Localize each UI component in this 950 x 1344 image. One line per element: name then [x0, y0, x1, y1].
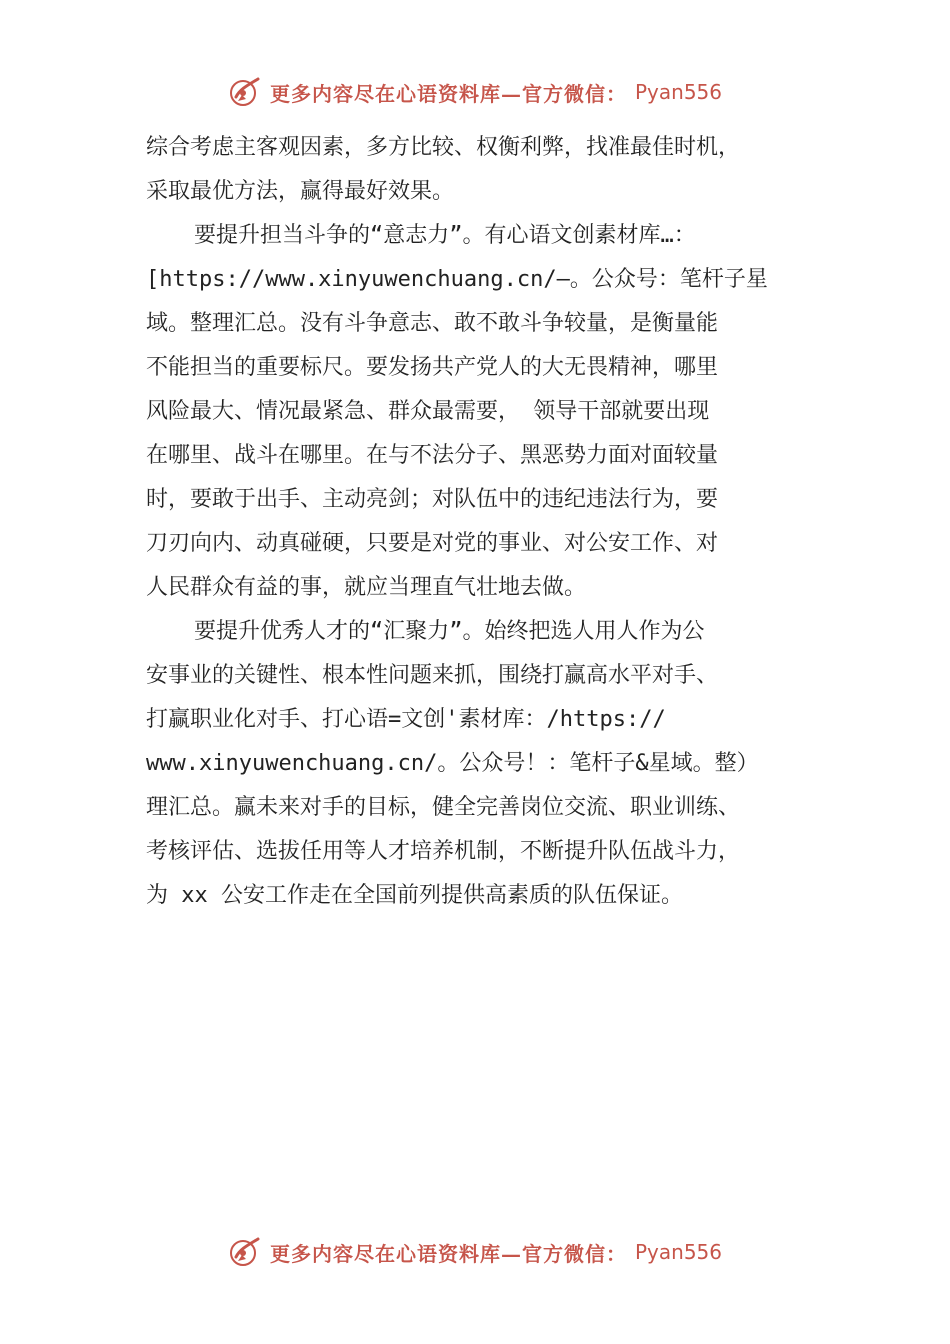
body-line: 考核评估、选拔任用等人才培养机制，不断提升队伍战斗力，: [146, 839, 741, 864]
body-line: 综合考虑主客观因素，多方比较、权衡利弊，找准最佳时机，: [146, 135, 741, 160]
body-line: 安事业的关键性、根本性问题来抓，围绕打赢高水平对手、: [146, 663, 719, 688]
body-line: 打赢职业化对手、打心语=文创'素材库：/https://: [146, 707, 666, 732]
body-line: 风险最大、情况最紧急、群众最需要， 领导干部就要出现: [146, 399, 710, 424]
pen-logo-icon: [228, 75, 262, 109]
pen-logo-icon: [228, 1235, 262, 1269]
body-line: 人民群众有益的事，就应当理直气壮地去做。: [146, 575, 587, 600]
header-wechat-id: Pyan556: [634, 80, 722, 104]
body-line: 为 xx 公安工作走在全国前列提供高素质的队伍保证。: [146, 883, 683, 908]
body-line: 采取最优方法，赢得最好效果。: [146, 179, 455, 204]
body-line: 域。整理汇总。没有斗争意志、敢不敢斗争较量，是衡量能: [146, 311, 719, 336]
header-banner: [0, 72, 950, 112]
footer-wechat-id: Pyan556: [634, 1240, 722, 1264]
footer-banner-text: 更多内容尽在心语资料库—官方微信：: [269, 1241, 627, 1266]
footer-banner: [0, 1232, 950, 1272]
header-banner-text: 更多内容尽在心语资料库—官方微信：: [269, 81, 627, 106]
paragraph-start-line: 要提升优秀人才的“汇聚力”。始终把选人用人作为公: [194, 619, 705, 644]
body-line: 不能担当的重要标尺。要发扬共产党人的大无畏精神，哪里: [146, 355, 719, 380]
paragraph-start-line: 要提升担当斗争的“意志力”。有心语文创素材库…：: [194, 223, 696, 248]
body-line: 在哪里、战斗在哪里。在与不法分子、黑恶势力面对面较量: [146, 443, 719, 468]
document-body: [146, 126, 846, 918]
body-line: 刀刃向内、动真碰硬，只要是对党的事业、对公安工作、对: [146, 531, 719, 556]
body-line: 时，要敢于出手、主动亮剑；对队伍中的违纪违法行为，要: [146, 487, 719, 512]
body-line: [https://www.xinyuwenchuang.cn/—。公众号：笔杆子星: [146, 267, 768, 292]
body-line: 理汇总。赢未来对手的目标，健全完善岗位交流、职业训练、: [146, 795, 741, 820]
body-line: www.xinyuwenchuang.cn/。公众号！：笔杆子&星域。整）: [146, 751, 759, 776]
